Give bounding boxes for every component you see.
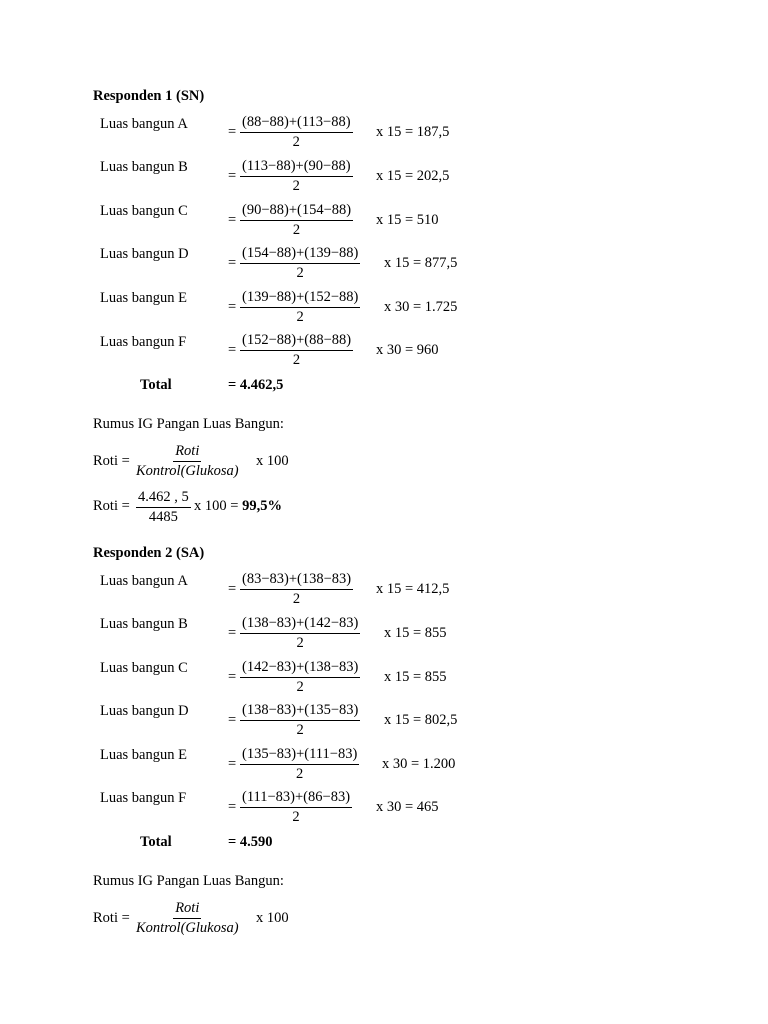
fraction: [240, 789, 352, 826]
fraction-numerator: (142−83)+(138−83): [240, 659, 360, 678]
fraction: [240, 202, 353, 239]
fraction-numerator: (138−83)+(135−83): [240, 702, 360, 721]
row-result: x 15 = 877,5: [384, 255, 458, 271]
fraction-numerator: (83−83)+(138−83): [240, 571, 353, 590]
row-label: Luas bangun D: [100, 703, 189, 719]
row-result: x 30 = 1.725: [384, 299, 458, 315]
equals-sign: =: [228, 712, 237, 728]
section-heading: Responden 1 (SN): [93, 88, 205, 104]
row-label: Luas bangun B: [100, 616, 188, 632]
section-heading: Responden 2 (SA): [93, 545, 205, 561]
equals-sign: =: [228, 669, 237, 685]
fraction: [240, 289, 360, 326]
equals-sign: =: [228, 212, 237, 228]
fraction-denominator: 2: [296, 722, 304, 738]
equals-sign: =: [228, 168, 237, 184]
formula-lhs: Roti =: [93, 453, 130, 469]
fraction-denominator: 2: [292, 809, 300, 825]
equals-sign: =: [228, 255, 237, 271]
fraction: [240, 571, 353, 608]
fraction-numerator: 4.462 , 5: [136, 489, 191, 508]
equals-sign: =: [228, 342, 237, 358]
fraction-denominator: 2: [292, 178, 300, 194]
row-label: Luas bangun C: [100, 203, 188, 219]
fraction: [240, 332, 353, 369]
row-result: x 15 = 202,5: [376, 168, 450, 184]
row-label: Luas bangun C: [100, 660, 188, 676]
fraction-denominator: 2: [292, 134, 300, 150]
row-label: Luas bangun B: [100, 159, 188, 175]
formula-fraction: [136, 443, 239, 480]
fraction-numerator: (138−83)+(142−83): [240, 615, 360, 634]
row-result: x 15 = 802,5: [384, 712, 458, 728]
total-label: Total: [140, 377, 172, 393]
row-result: x 30 = 465: [376, 799, 439, 815]
fraction-numerator: Roti: [173, 900, 201, 919]
equals-sign: =: [228, 124, 237, 140]
fraction-numerator: (88−88)+(113−88): [240, 114, 353, 133]
row-result: x 15 = 412,5: [376, 581, 450, 597]
calc-lhs: Roti =: [93, 498, 130, 514]
row-result: x 15 = 855: [384, 625, 447, 641]
fraction: [240, 702, 360, 739]
equals-sign: =: [228, 299, 237, 315]
row-label: Luas bangun A: [100, 116, 188, 132]
row-result: x 30 = 1.200: [382, 756, 456, 772]
row-label: Luas bangun D: [100, 246, 189, 262]
row-result: x 15 = 510: [376, 212, 439, 228]
equals-sign: =: [228, 625, 237, 641]
fraction: [240, 659, 360, 696]
fraction-numerator: (111−83)+(86−83): [240, 789, 352, 808]
fraction: [240, 615, 360, 652]
fraction: [240, 158, 353, 195]
fraction-numerator: (152−88)+(88−88): [240, 332, 353, 351]
fraction: [240, 746, 359, 783]
fraction-denominator: 2: [296, 265, 304, 281]
fraction-denominator: Kontrol(Glukosa): [136, 920, 239, 936]
calc-rhs: [194, 498, 282, 515]
fraction-denominator: 2: [296, 635, 304, 651]
row-label: Luas bangun A: [100, 573, 188, 589]
calc-rhs-text: x 100 =: [194, 498, 239, 514]
formula-rhs: x 100: [256, 453, 289, 469]
fraction-denominator: 4485: [148, 509, 178, 525]
equals-sign: =: [228, 756, 237, 772]
fraction: [240, 114, 353, 151]
row-label: Luas bangun F: [100, 334, 187, 350]
row-label: Luas bangun E: [100, 290, 187, 306]
row-result: x 30 = 960: [376, 342, 439, 358]
total-label: Total: [140, 834, 172, 850]
fraction-denominator: Kontrol(Glukosa): [136, 463, 239, 479]
formula-fraction: [136, 900, 239, 937]
formula-rhs: x 100: [256, 910, 289, 926]
fraction-numerator: (113−88)+(90−88): [240, 158, 353, 177]
calc-result: 99,5%: [242, 498, 282, 514]
fraction-numerator: (139−88)+(152−88): [240, 289, 360, 308]
fraction-denominator: 2: [296, 679, 304, 695]
fraction-numerator: (154−88)+(139−88): [240, 245, 360, 264]
row-label: Luas bangun E: [100, 747, 187, 763]
formula-title: Rumus IG Pangan Luas Bangun:: [93, 416, 284, 432]
fraction-numerator: Roti: [173, 443, 201, 462]
row-result: x 15 = 855: [384, 669, 447, 685]
fraction-numerator: (90−88)+(154−88): [240, 202, 353, 221]
fraction-denominator: 2: [296, 309, 304, 325]
total-value: = 4.590: [228, 834, 273, 850]
calc-fraction: [136, 489, 191, 526]
formula-title: Rumus IG Pangan Luas Bangun:: [93, 873, 284, 889]
fraction-denominator: 2: [296, 766, 304, 782]
row-result: x 15 = 187,5: [376, 124, 450, 140]
total-value: = 4.462,5: [228, 377, 284, 393]
row-label: Luas bangun F: [100, 790, 187, 806]
fraction-denominator: 2: [292, 352, 301, 368]
fraction: [240, 245, 360, 282]
equals-sign: =: [228, 581, 237, 597]
fraction-denominator: 2: [292, 591, 301, 607]
fraction-denominator: 2: [292, 222, 301, 238]
formula-lhs: Roti =: [93, 910, 130, 926]
equals-sign: =: [228, 799, 237, 815]
fraction-numerator: (135−83)+(111−83): [240, 746, 359, 765]
